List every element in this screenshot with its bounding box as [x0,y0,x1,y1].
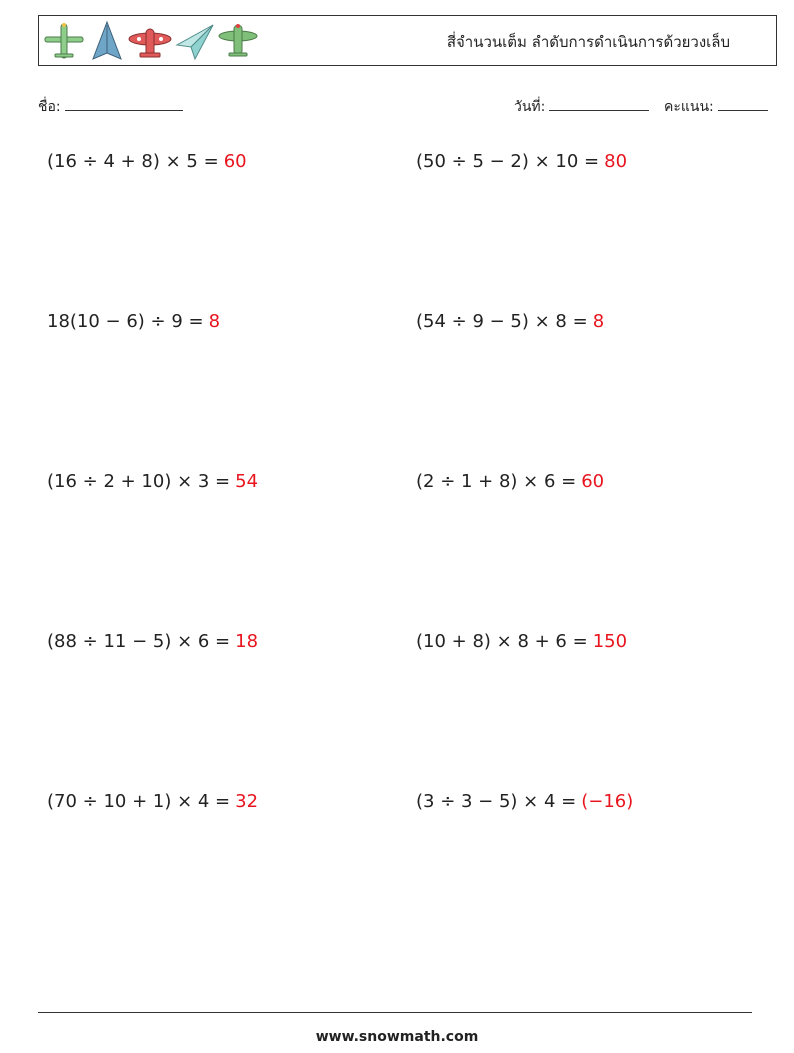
problem-expression: (3 ÷ 3 − 5) × 4 = [416,791,577,812]
date-label: วันที่: [514,99,546,115]
footer-divider [38,1012,752,1013]
problem-expression: (16 ÷ 4 + 8) × 5 = [47,151,219,172]
worksheet-title: สี่จำนวนเต็ม ลำดับการดำเนินการด้วยวงเล็บ [446,33,730,51]
problem-answer: 8 [592,311,605,332]
problem-answer: 32 [235,791,259,812]
problem-expression: (10 + 8) × 8 + 6 = [416,631,588,652]
problem-expression: 18(10 − 6) ÷ 9 = [47,311,204,332]
problem-item [47,151,247,172]
problem-item [47,471,258,492]
problem-item [47,791,258,812]
problem-answer: 150 [592,631,628,652]
problem-expression: (16 ÷ 2 + 10) × 3 = [47,471,231,492]
problem-item [47,631,258,652]
problem-expression: (54 ÷ 9 − 5) × 8 = [416,311,588,332]
date-blank [549,96,649,111]
problem-item [47,311,220,332]
date-field [514,96,649,118]
score-field [664,96,768,118]
header-icons [41,18,259,64]
problem-item [416,631,627,652]
problem-expression: (70 ÷ 10 + 1) × 4 = [47,791,231,812]
problem-expression: (88 ÷ 11 − 5) × 6 = [47,631,231,652]
problem-expression: (2 ÷ 1 + 8) × 6 = [416,471,577,492]
problem-item [416,151,627,172]
footer-url: www.snowmath.com [315,1029,479,1045]
green-propeller-plane-icon [217,19,259,63]
red-propeller-plane-icon [127,19,173,63]
name-blank [65,96,183,111]
name-field [38,96,183,118]
problem-item [416,791,633,812]
score-blank [718,96,768,111]
problem-answer: (−16) [581,791,634,812]
problem-item [416,471,604,492]
name-label: ชื่อ: [38,99,61,115]
problem-answer: 80 [604,151,628,172]
paper-plane-icon [173,19,217,63]
problem-expression: (50 ÷ 5 − 2) × 10 = [416,151,600,172]
problem-answer: 18 [235,631,259,652]
blue-jet-icon [87,19,127,63]
problem-answer: 60 [223,151,247,172]
score-label: คะแนน: [664,99,714,115]
green-propeller-plane-icon [41,19,87,63]
worksheet-header [38,15,777,66]
problem-answer: 8 [208,311,221,332]
problem-answer: 60 [581,471,605,492]
problem-item [416,311,604,332]
problem-answer: 54 [235,471,259,492]
